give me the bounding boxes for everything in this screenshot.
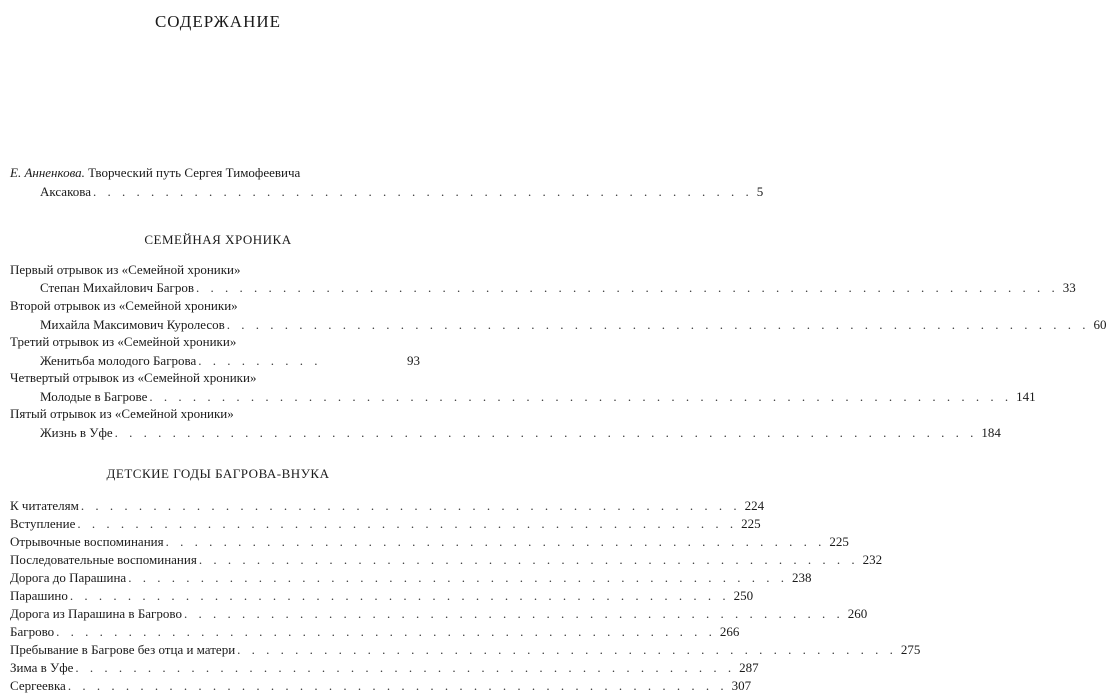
toc-entry-subtitle-row (40, 353, 420, 369)
toc-entry (10, 678, 752, 694)
toc-entry-title: Четвертый отрывок из «Семейной хроники» (10, 370, 257, 385)
toc-entry-page: 33 (1062, 280, 1076, 295)
toc-entry-title: Пятый отрывок из «Семейной хроники» (10, 406, 234, 421)
toc-entry (10, 642, 921, 658)
section-heading-family-chronicle: СЕМЕЙНАЯ ХРОНИКА (144, 232, 292, 247)
toc-entry-page: 250 (733, 588, 754, 603)
toc-entry-title: К читателям (10, 498, 79, 513)
toc-entry-page: 238 (791, 570, 812, 585)
toc-entry-title: Последовательные воспоминания (10, 552, 197, 567)
leader-dots: . . . . . . . . . . . . . . . . . . . . . . . . . . . . . . . . . . . . . . . . . . . . . . (198, 552, 859, 567)
toc-entry-subtitle-row (40, 389, 1036, 405)
toc-entry-subtitle: Жизнь в Уфе (40, 425, 113, 440)
toc-entry (10, 606, 868, 622)
toc-entry (10, 552, 883, 568)
intro-page: 5 (756, 184, 764, 199)
toc-entry-page: 232 (862, 552, 883, 567)
toc-entry-subtitle-row (40, 425, 1001, 441)
toc-entry-title: Пребывание в Багрове без отца и матери (10, 642, 236, 657)
leader-dots: . . . . . . . . . . . . . . . . . . . . . . . . . . . . . . . . . . . . . . . . . . . . . . (56, 624, 716, 639)
toc-entry-page: 225 (829, 534, 849, 549)
leader-dots: . . . . . . . . . . . . . . . . . . . . . . . . . . . . . . . . . . . . . . . . . . . . . . (75, 660, 736, 675)
toc-entry-page: 184 (981, 425, 1001, 440)
leader-dots: . . . . . . . . . . . . . . . . . . . . . . . . . . . . . . . . . . . . . . . . . . . . . . (67, 678, 728, 693)
toc-entry-title: Зима в Уфе (10, 660, 74, 675)
leader-dots: . . . . . . . . . . . . . . . . . . . . . . . . . . . . . . . . . . . . . . . . . . . . . . . . . . . . . . . . . . . . (196, 280, 1059, 295)
toc-entry (10, 624, 740, 640)
leader-dots: . . . . . . . . . . . . . . . . . . . . . . . . . . . . . . . . . . . . . . . . . . . . . . (80, 498, 741, 513)
toc-entry-title: Первый отрывок из «Семейной хроники» (10, 262, 241, 277)
leader-dots: . . . . . . . . . . . . . . . . . . . . . . . . . . . . . . . . . . . . . . . . . . . . . . (165, 534, 826, 549)
leader-dots: . . . . . . . . . . . . . . . . . . . . . . . . . . . . . . . . . . . . . . . . . . . . . . . . . . . . . . . . . . . . (114, 425, 978, 440)
toc-entry (10, 570, 812, 586)
leader-dots: . . . . . . . . . . . . . . . . . . . . . . . . . . . . . . . . . . . . . . . . . . . . . . (128, 570, 788, 585)
toc-entry-page: 307 (731, 678, 752, 693)
toc-entry-subtitle: Молодые в Багрове (40, 389, 148, 404)
toc-entry-title: Второй отрывок из «Семейной хроники» (10, 298, 238, 313)
toc-entry (10, 534, 849, 550)
section-heading-childhood: ДЕТСКИЕ ГОДЫ БАГРОВА-ВНУКА (106, 466, 330, 481)
toc-entry-title: Вступление (10, 516, 76, 531)
toc-entry (10, 498, 765, 514)
toc-entry (10, 588, 754, 604)
toc-entry-page: 275 (900, 642, 921, 657)
toc-entry-subtitle: Михайла Максимович Куролесов (40, 317, 225, 332)
toc-entry-title: Третий отрывок из «Семейной хроники» (10, 334, 237, 349)
toc-entry-page: 225 (741, 516, 761, 531)
toc-entry-title: Дорога до Парашина (10, 570, 127, 585)
leader-dots: . . . . . . . . . . . . . . . . . . . . . . . . . . . . . . . . . . . . . . . . . . . . . . (237, 642, 897, 657)
toc-entry-subtitle-row (40, 280, 1076, 296)
intro-line1 (10, 165, 300, 181)
intro-title-line1: Творческий путь Сергея Тимофеевича (88, 165, 301, 180)
toc-entry-page: 93 (407, 353, 420, 368)
intro-title-line2: Аксакова (40, 184, 91, 199)
intro-line2 (40, 184, 764, 200)
toc-entry-page: 287 (739, 660, 759, 675)
toc-entry-title: Дорога из Парашина в Багрово (10, 606, 182, 621)
toc-entry-title: Багрово (10, 624, 55, 639)
leader-dots: . . . . . . . . . . . . . . . . . . . . . . . . . . . . . . . . . . . . . . . . . . . . . . . . . . . . . . . . . . . . (226, 317, 1090, 332)
toc-entry-page: 60 (1093, 317, 1107, 332)
leader-dots: . . . . . . . . . . . . . . . . . . . . . . . . . . . . . . . . . . . . . . . . . . . . . . (77, 516, 738, 531)
toc-entry (10, 516, 761, 532)
leader-dots: . . . . . . . . . . . . . . . . . . . . . . . . . . . . . . . . . . . . . . . . . . . . . . (92, 184, 753, 199)
toc-entry-page: 260 (847, 606, 868, 621)
toc-entry (10, 660, 759, 676)
leader-dots: . . . . . . . . . . . . . . . . . . . . . . . . . . . . . . . . . . . . . . . . . . . . . . (183, 606, 844, 621)
toc-entry-page: 224 (744, 498, 765, 513)
leader-dots: . . . . . . . . . . . . . . . . . . . . . . . . . . . . . . . . . . . . . . . . . . . . . . (69, 588, 730, 603)
toc-entry-title: Сергеевка (10, 678, 66, 693)
leader-dots: . . . . . . . . . (198, 353, 322, 368)
toc-entry-subtitle: Степан Михайлович Багров (40, 280, 195, 295)
toc-entry-subtitle: Женитьба молодого Багрова (40, 353, 197, 368)
page-title: СОДЕРЖАНИЕ (154, 12, 282, 31)
leader-dots: . . . . . . . . . . . . . . . . . . . . . . . . . . . . . . . . . . . . . . . . . . . . . . . . . . . . . . . . . . . . (149, 389, 1013, 404)
intro-author: Е. Анненкова. (10, 165, 85, 180)
toc-entry-page: 141 (1016, 389, 1036, 404)
toc-entry-title: Отрывочные воспоминания (10, 534, 164, 549)
toc-entry-page: 266 (719, 624, 740, 639)
toc-entry-title: Парашино (10, 588, 68, 603)
toc-entry-subtitle-row (40, 317, 1107, 333)
